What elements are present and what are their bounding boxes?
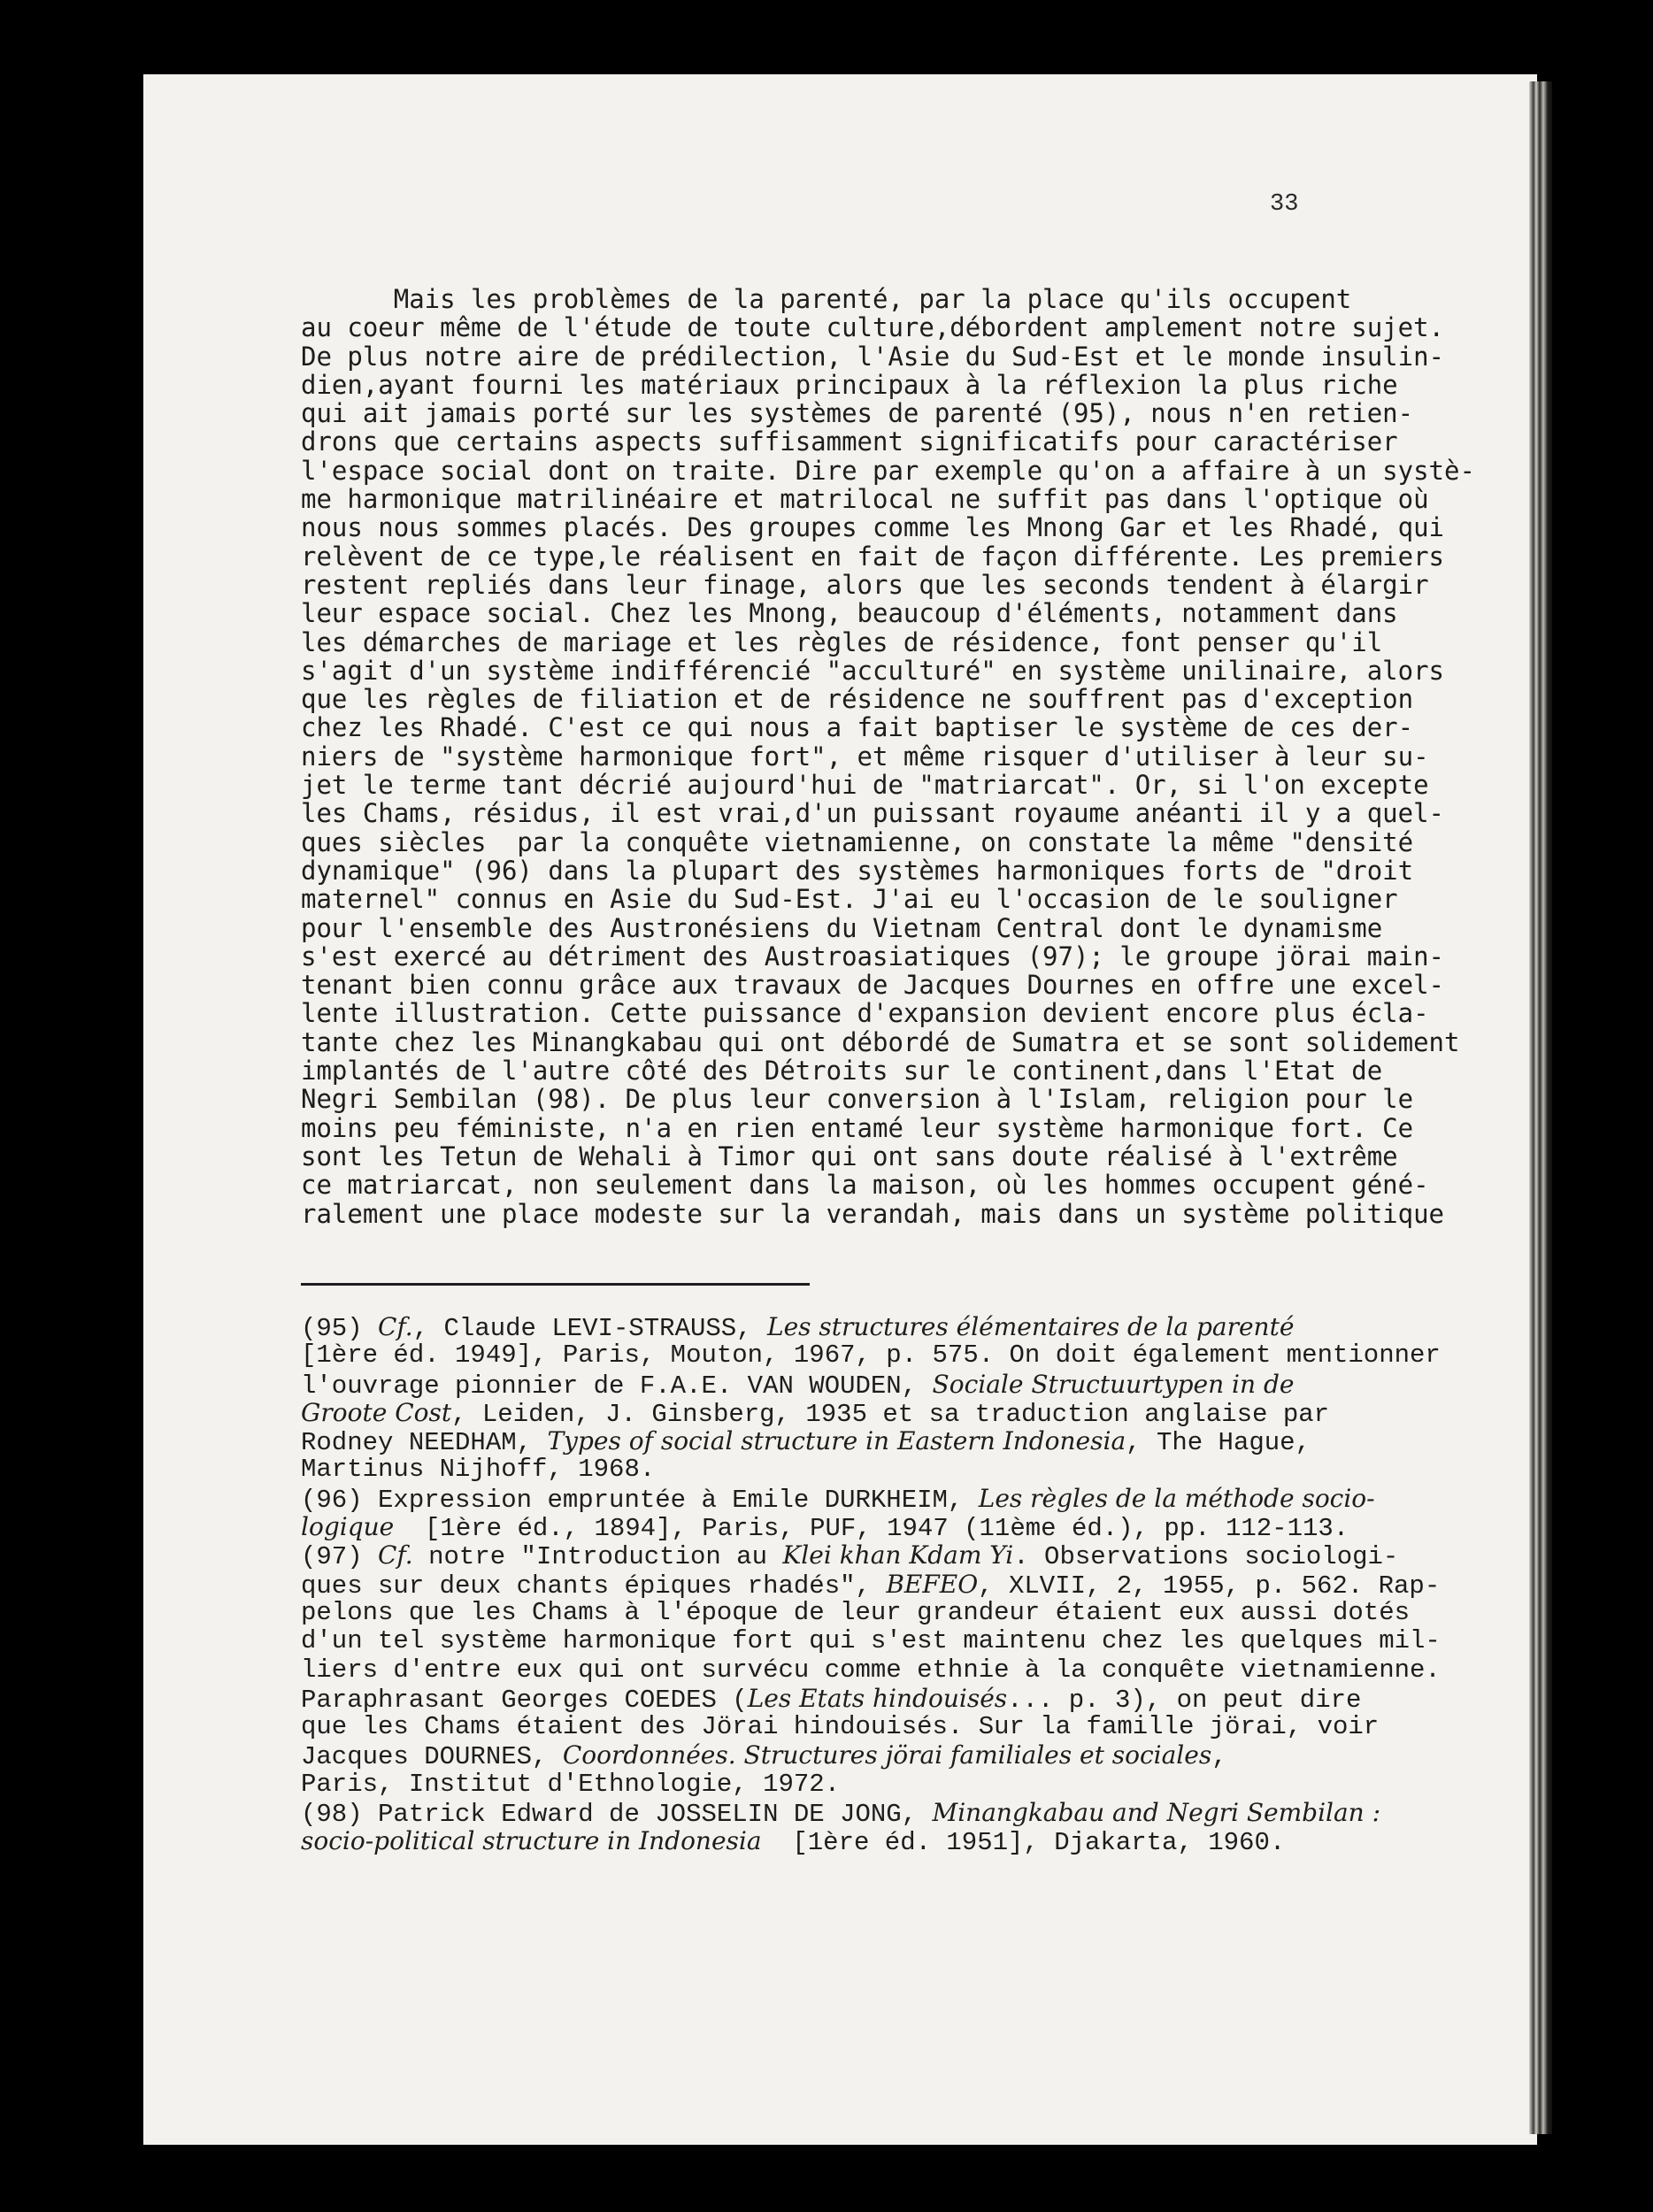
body-line: relèvent de ce type,le réalisent en fait de façon différente. Les premiers (301, 541, 1445, 572)
body-line: ralement une place modeste sur la verandah, mais dans un système politique (301, 1198, 1445, 1229)
body-line: drons que certains aspects suffisamment significatifs pour caractériser (301, 426, 1398, 457)
footnotes (301, 1312, 1441, 1858)
body-line: leur espace social. Chez les Mnong, beaucoup d'éléments, notamment dans (301, 598, 1398, 629)
body-line: sont les Tetun de Wehali à Timor qui ont sans doute réalisé à l'extrême (301, 1141, 1398, 1171)
footnote-98-line: (98) Patrick Edward de JOSSELIN DE JONG, Minangkabau and Negri Sembilan : (301, 1798, 1381, 1830)
footnote-95-line: Groote Cost, Leiden, J. Ginsberg, 1935 et sa traduction anglaise par (301, 1397, 1330, 1429)
footnote-97-line: (97) Cf. notre "Introduction au Klei khan Kdam Yi. Observations sociologi- (301, 1540, 1399, 1572)
body-line: Mais les problèmes de la parenté, par la place qu'ils occupent (301, 284, 1352, 314)
body-line: jet le terme tant décrié aujourd'hui de "matriarcat". Or, si l'on excepte (301, 770, 1429, 801)
body-line: ce matriarcat, non seulement dans la maison, où les hommes occupent géné- (301, 1170, 1429, 1201)
body-line: moins peu féministe, n'a en rien entamé leur système harmonique fort. Ce (301, 1112, 1414, 1143)
footnote-97-line: pelons que les Chams à l'époque de leur grandeur étaient eux aussi dotés (301, 1597, 1411, 1627)
body-line: nous nous sommes placés. Des groupes comme les Mnong Gar et les Rhadé, qui (301, 512, 1445, 543)
body-line: au coeur même de l'étude de toute culture,débordent amplement notre sujet. (301, 312, 1445, 343)
body-line: Negri Sembilan (98). De plus leur conversion à l'Islam, religion pour le (301, 1084, 1414, 1115)
footnote-98-line: socio-political structure in Indonesia [1ère éd. 1951], Djakarta, 1960. (301, 1826, 1286, 1858)
body-line: me harmonique matrilinéaire et matrilocal ne suffit pas dans l'optique où (301, 484, 1429, 515)
footnote-95-line: l'ouvrage pionnier de F.A.E. VAN WOUDEN, Sociale Structuurtypen in de (301, 1369, 1295, 1401)
body-line: restent repliés dans leur finage, alors que les seconds tendent à élargir (301, 569, 1429, 600)
body-line: s'est exercé au détriment des Austroasiatiques (97); le groupe jörai main- (301, 941, 1445, 972)
body-line: que les règles de filiation et de résidence ne souffrent pas d'exception (301, 684, 1414, 715)
footnote-96-line: logique [1ère éd., 1894], Paris, PUF, 1947 (11ème éd.), pp. 112-113. (301, 1512, 1349, 1544)
footnote-95-line: [1ère éd. 1949], Paris, Mouton, 1967, p. 575. On doit également mentionner (301, 1340, 1441, 1371)
body-line: implantés de l'autre côté des Détroits sur le continent,dans l'Etat de (301, 1056, 1383, 1087)
body-line: De plus notre aire de prédilection, l'Asie du Sud-Est et le monde insulin- (301, 341, 1445, 372)
body-line: s'agit d'un système indifférencié "acculturé" en système unilinaire, alors (301, 655, 1445, 686)
footnote-97-line: Paraphrasant Georges COEDES (Les Etats hindouisés... p. 3), on peut dire (301, 1683, 1362, 1715)
body-line: ques siècles par la conquête vietnamienne, on constate la même "densité (301, 826, 1414, 857)
body-line: dien,ayant fourni les matériaux principaux à la réflexion la plus riche (301, 369, 1398, 400)
body-line: dynamique" (96) dans la plupart des systèmes harmoniques forts de "droit (301, 855, 1414, 886)
footnote-95-line: Rodney NEEDHAM, Types of social structure in Eastern Indonesia, The Hague, (301, 1426, 1311, 1458)
body-line: maternel" connus en Asie du Sud-Est. J'ai eu l'occasion de le souligner (301, 884, 1398, 915)
body-line: chez les Rhadé. C'est ce qui nous a fait baptiser le système de ces der- (301, 712, 1414, 743)
footnote-97-line: que les Chams étaient des Jörai hindouisés. Sur la famille jörai, voir (301, 1712, 1380, 1742)
footnote-96-line: (96) Expression empruntée à Emile DURKHEIM, Les règles de la méthode socio- (301, 1483, 1375, 1515)
page-edges (1529, 81, 1552, 2134)
body-line: pour l'ensemble des Austronésiens du Vietnam Central dont le dynamisme (301, 912, 1383, 943)
footnote-97-line: ques sur deux chants épiques rhadés", BEFEO, XLVII, 2, 1955, p. 562. Rap- (301, 1569, 1441, 1601)
body-line: tante chez les Minangkabau qui ont débordé de Sumatra et se sont solidement (301, 1026, 1460, 1057)
footnote-97-line: Paris, Institut d'Ethnologie, 1972. (301, 1769, 841, 1799)
footnote-97-line: Jacques DOURNES, Coordonnées. Structures jörai familiales et sociales, (301, 1740, 1227, 1772)
footnote-97-line: liers d'entre eux qui ont survécu comme ethnie à la conquête vietnamienne. (301, 1655, 1441, 1685)
body-line: tenant bien connu grâce aux travaux de Jacques Dournes en offre une excel- (301, 970, 1445, 1001)
body-line: qui ait jamais porté sur les systèmes de parenté (95), nous n'en retien- (301, 398, 1414, 429)
body-text (301, 284, 1475, 1229)
body-line: les démarches de mariage et les règles de résidence, font penser qu'il (301, 626, 1383, 657)
body-line: les Chams, résidus, il est vrai,d'un puissant royaume anéanti il y a quel- (301, 798, 1445, 829)
footnote-97-line: d'un tel système harmonique fort qui s'est maintenu chez les quelques mil- (301, 1626, 1441, 1656)
footnote-95-line: (95) Cf., Claude LEVI-STRAUSS, Les structures élémentaires de la parenté (301, 1312, 1295, 1343)
body-line: lente illustration. Cette puissance d'expansion devient encore plus écla- (301, 998, 1429, 1029)
footnote-rule (301, 1283, 810, 1286)
body-line: niers de "système harmonique fort", et même risquer d'utiliser à leur su- (301, 741, 1429, 772)
page-number: 33 (1270, 191, 1299, 218)
body-line: l'espace social dont on traite. Dire par exemple qu'on a affaire à un systè- (301, 455, 1475, 486)
footnote-95-line: Martinus Nijhoff, 1968. (301, 1455, 656, 1485)
